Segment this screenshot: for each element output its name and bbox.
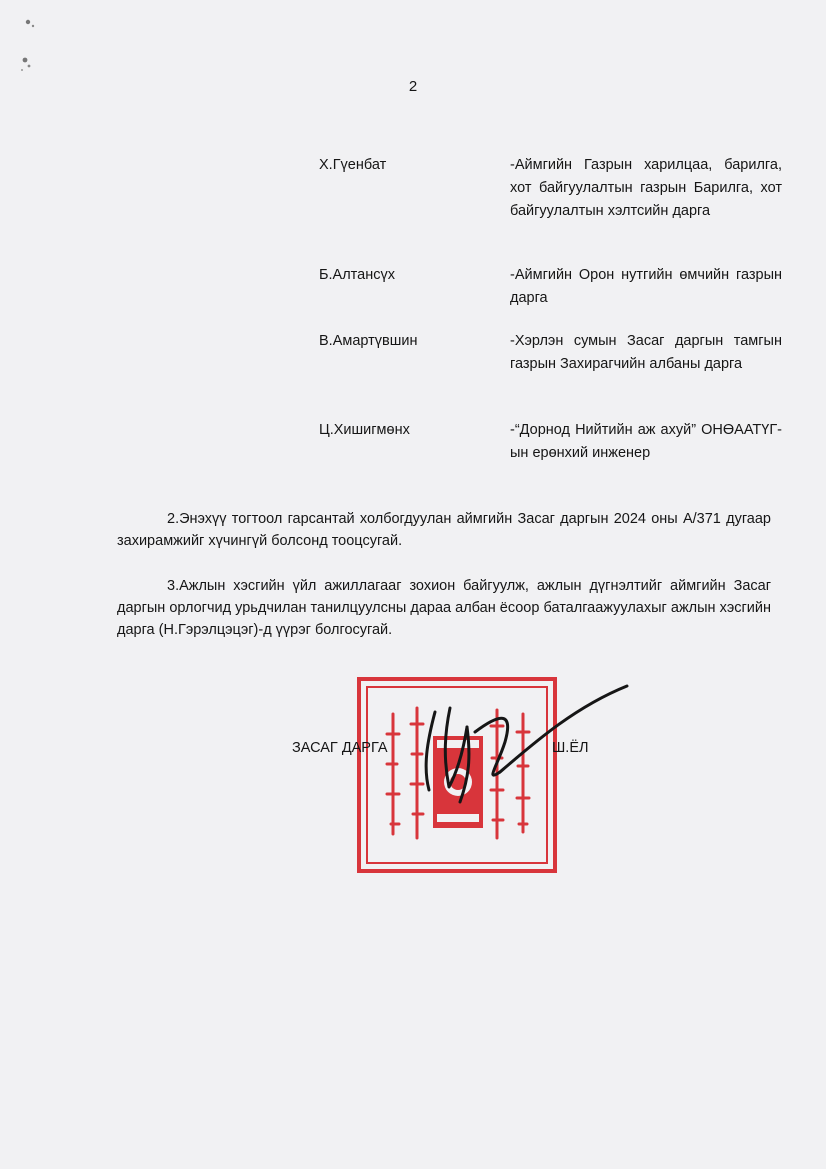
- signatory-name: Ш.ЁЛ: [552, 740, 589, 756]
- page-number: 2: [408, 78, 418, 95]
- member-role: -Хэрлэн сумын Засаг даргын тамгын газрын Захирагчийн албаны дарга: [510, 333, 782, 372]
- signature-title: ЗАСАГ ДАРГА: [292, 740, 388, 756]
- member-role: -Аймгийн Орон нутгийн өмчийн газрын дарга: [510, 267, 782, 306]
- member-name: Ц.Хишигмөнх: [319, 422, 410, 438]
- member-role: -“Дорнод Нийтийн аж ахуй” ОНӨААТҮГ-ын ерөнхий инженер: [510, 422, 782, 461]
- clause-3: 3.Ажлын хэсгийн үйл ажиллагааг зохион байгуулж, ажлын дүгнэлтийг аймгийн Засаг даргын орлогчид урьдчилан танилцуулсны дараа албан ёсоор баталгаажуулахыг ажлын хэсгийн дарга (Н.Гэрэлцэцэг)-д үүрэг болгосугай.: [117, 578, 771, 638]
- member-role: -Аймгийн Газрын харилцаа, барилга, хот байгуулалтын газрын Барилга, хот байгуулалтын хэлтсийн дарга: [510, 157, 782, 219]
- scan-specks: [0, 0, 80, 90]
- member-name: В.Амартүвшин: [319, 333, 418, 349]
- handwritten-signature: [405, 672, 635, 812]
- member-name: Б.Алтансүх: [319, 267, 395, 283]
- member-name: Х.Гүенбат: [319, 157, 387, 173]
- clause-2: 2.Энэхүү тогтоол гарсантай холбогдуулан аймгийн Засаг даргын 2024 оны А/371 дугаар захирамжийг хүчингүй болсонд тооцсугай.: [117, 511, 771, 549]
